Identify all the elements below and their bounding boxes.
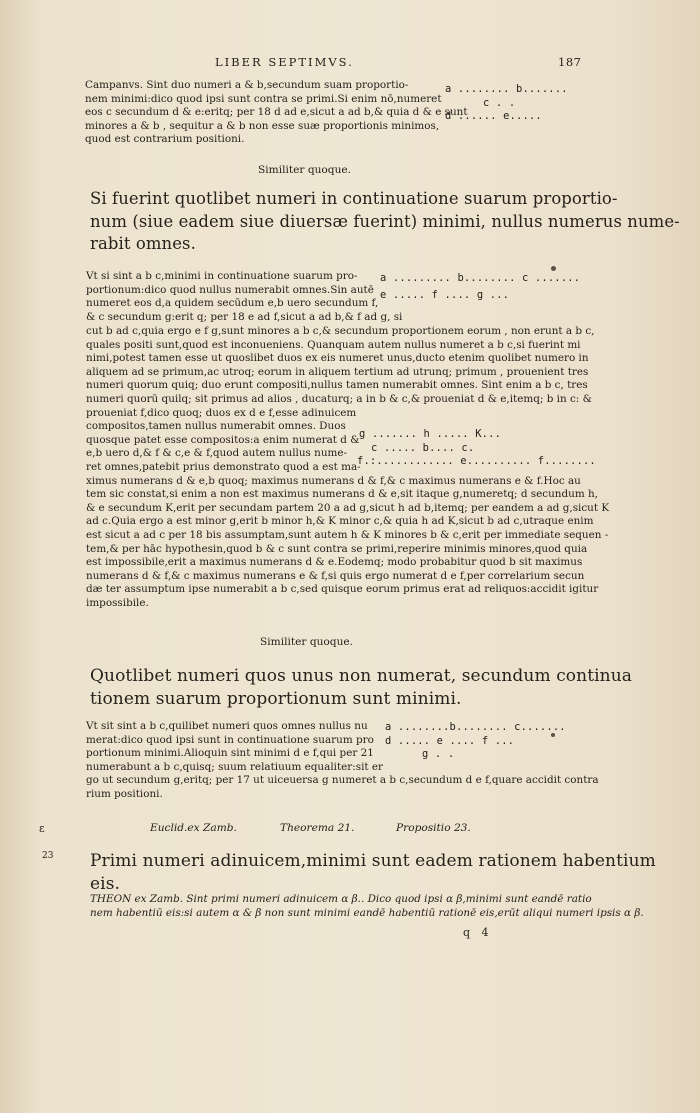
proposition-line: eis.: [90, 873, 121, 894]
campanus-line: nem minimi:dico quod ipsi sunt contra se primi.Si enim nō,numeret: [85, 92, 442, 105]
text-line: impossibile.: [86, 596, 149, 609]
text-line: dæ ter assumptum ipse numerabit a b c,sed quisque eorum primus erat ad reliquos:accidit igitur: [86, 583, 599, 596]
proposition-line: Quotlibet numeri quos unus non numerat, secundum continua: [90, 666, 632, 686]
campanus-diagram: [445, 83, 568, 124]
text-line: nem habentiū eis:si autem α & β non sunt minimi eandē habentiū rationē eis,erūt aliqui numeri ipsis α β.: [90, 906, 644, 919]
proposition-line: Primi numeri adinuicem,minimi sunt eadem rationem habentium: [90, 851, 656, 871]
text-line: & e secundum K,erit per secundam partem 20 a ad g,sicut h ad b,itemq; per eandem a ad g,sicut K: [86, 501, 610, 514]
diagram-line: g . .: [422, 748, 455, 761]
text-line: rium positioni.: [86, 787, 163, 800]
folio-number: 187: [558, 55, 582, 69]
theon-paragraph: [90, 893, 644, 920]
diagram-line: e ..... f .... g ...: [380, 288, 510, 301]
text-line: quales positi sunt,quod est inconueniens. Quanquam autem nullus numeret a b c,si fuerint mi: [86, 338, 581, 351]
diagram-line: c . .: [483, 96, 516, 109]
campanus-line: Campanvs. Sint duo numeri a & b,secundum suam proportio-: [85, 79, 409, 91]
signature-mark: q 4: [463, 926, 493, 939]
margin-mark: ɛ: [39, 822, 45, 835]
text-line: THEON ex Zamb. Sint primi numeri adinuicem α β.. Dico quod ipsi α β,minimi sunt eandē ratio: [90, 893, 592, 905]
text-line: numeri quorum quiq; duo erunt compositi,nullus tamen numerabit omnes. Sint enim a b c, tres: [86, 379, 588, 392]
text-line: ximus numerans d & e,b quoq; maximus numerans d & f,& c maximus numerans e & f.Hoc au: [86, 474, 581, 487]
section-heading: Similiter quoque.: [260, 636, 354, 648]
running-title: LIBER SEPTIMVS.: [215, 55, 354, 69]
text-line: Vt si sint a b c,minimi in continuatione suarum pro-: [86, 270, 358, 282]
campanus-paragraph: [85, 79, 468, 147]
margin-dot: [551, 733, 555, 737]
source-label: Euclid.ex Zamb.: [150, 822, 237, 834]
campanus-line: eos c secundum d & e:eritq; per 18 d ad e,sicut a ad b,& quia d & e sunt: [85, 106, 468, 119]
text-line: Vt sit sint a b c,quilibet numeri quos omnes nullus nu: [86, 720, 368, 732]
diagram-line: g ....... h ..... K...: [359, 428, 502, 440]
proposition-line: num (siue eadem siue diuersæ fuerint) minimi, nullus numerus nume-: [90, 211, 680, 232]
text-line: est impossibile,erit a maximus numerans d & e.Eodemq; modo probabitur quod b sit maximus: [86, 556, 583, 569]
text-line: portionum:dico quod nullus numerabit omnes.Sin autē: [86, 283, 374, 296]
text-line: go ut secundum g,eritq; per 17 ut uiceuersa g numeret a b c,secundum d e f,quare accidit contra: [86, 774, 599, 787]
diagram-line: c ..... b.... c.: [371, 441, 475, 454]
text-line: quosque patet esse compositos:a enim numerat d &: [86, 433, 360, 446]
proposition-line: tionem suarum proportionum sunt minimi.: [90, 688, 462, 709]
proposition-text: [90, 850, 656, 895]
text-line: nimi,potest tamen esse ut quoslibet duos ex eis numeret unus,ducto etenim quolibet numero in: [86, 352, 589, 365]
theorem-label: Theorema 21.: [280, 822, 355, 834]
text-line: cut b ad c,quia ergo e f g,sunt minores a b c,& secundum proportionem eorum , non erunt a b c,: [86, 325, 595, 337]
campanus-line: minores a & b , sequitur a & b non esse suæ proportionis minimos,: [85, 119, 440, 132]
proposition-text: [90, 188, 700, 256]
margin-dot: [551, 266, 556, 271]
campanus-line: quod est contrarium positioni.: [85, 133, 245, 146]
margin-number: 23: [42, 851, 54, 861]
text-line: tem sic constat,si enim a non est maximus numerans d & e,sit itaque g,numeretq; d secundum h,: [86, 488, 598, 501]
text-line: & c secundum g:erit q; per 18 e ad f,sicut a ad b,& f ad g, si: [86, 310, 403, 323]
text-line: numeret eos d,a quidem secūdum e,b uero secundum f,: [86, 297, 379, 310]
text-line: aliquem ad se primum,ac utroq; eorum in aliquem tertium ad utrunq; primum , prouenient tres: [86, 365, 589, 378]
demonstration-diagram: [385, 721, 566, 762]
demonstration-diagram-2: [357, 428, 596, 469]
diagram-line: f.:............ e.......... f........: [357, 455, 596, 468]
proposition-label: Propositio 23.: [396, 822, 471, 834]
diagram-line: d ...... e.....: [445, 110, 542, 123]
diagram-line: a ........b........ c.......: [385, 721, 566, 733]
proposition-line: rabit omnes.: [90, 234, 196, 255]
proposition-line: Si fuerint quotlibet numeri in continuatione suarum proportio-: [90, 189, 618, 209]
diagram-line: a ......... b........ c .......: [380, 272, 581, 284]
text-line: numeri quorū quilq; sit primus ad alios , ducaturq; a in b & c,& proueniat d & e,itemq; b in c: &: [86, 392, 592, 405]
text-line: tem,& per hāc hypothesin,quod b & c sunt contra se primi,reperire minimis minores,quod quia: [86, 542, 588, 555]
text-line: merat:dico quod ipsi sunt in continuatione suarum pro: [86, 733, 374, 746]
text-line: proueniat f,dico quoq; duos ex d e f,esse adinuicem: [86, 406, 357, 419]
demonstration-narrow: [86, 270, 402, 324]
demonstration-diagram: [380, 272, 580, 302]
text-line: portionum minimi.Alioquin sint minimi d e f,qui per 21: [86, 747, 374, 760]
text-line: ret omnes,patebit prius demonstrato quod a est ma-: [86, 460, 361, 473]
diagram-line: a ........ b.......: [445, 83, 568, 95]
text-line: numerans d & f,& c maximus numerans e & f,si quis ergo numerat d e f,per correlarium secun: [86, 569, 585, 582]
text-line: numerabunt a b c,quisq; suum relatiuum equaliter:sit er: [86, 760, 384, 773]
diagram-line: d ..... e .... f ...: [385, 734, 515, 747]
text-line: compositos,tamen nullus numerabit omnes. Duos: [86, 420, 346, 433]
text-line: e,b uero d,& f & c,e & f,quod autem nullus nume-: [86, 447, 348, 460]
proposition-text: [90, 665, 632, 710]
section-heading: Similiter quoque.: [258, 164, 352, 176]
text-line: ad c.Quia ergo a est minor g,erit b minor h,& K minor c,& quia h ad K,sicut b ad c,utraque enim: [86, 515, 594, 528]
text-line: est sicut a ad c per 18 bis assumptam,sunt autem h & K minores b & c,erit per immediate sequen -: [86, 528, 609, 541]
